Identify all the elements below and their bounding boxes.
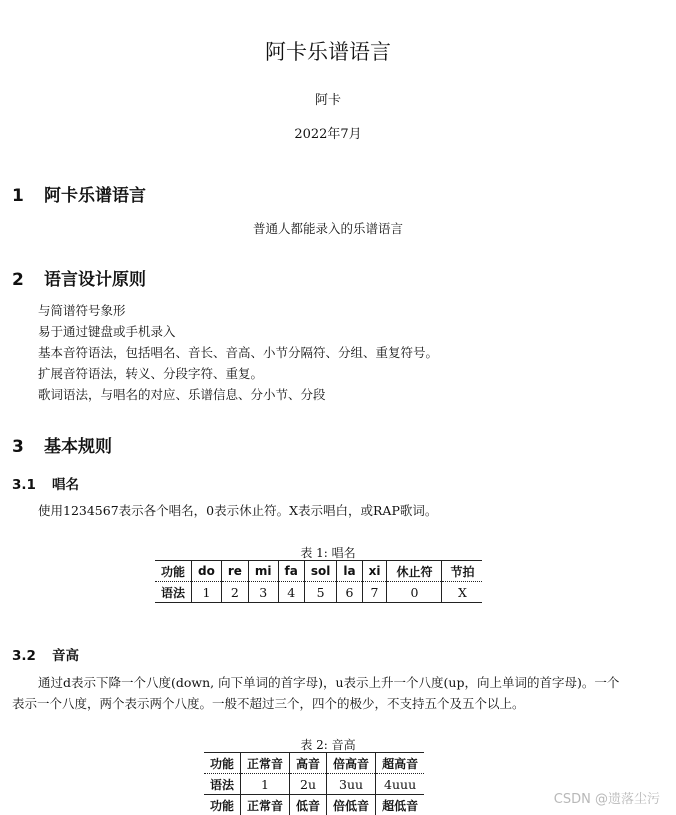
- table-cell: 超高音: [376, 753, 425, 774]
- section-2-heading: [12, 265, 146, 290]
- subsection-title: 音高: [52, 648, 79, 664]
- table-cell: 2: [221, 582, 248, 603]
- table-cell: 7: [362, 582, 387, 603]
- section-number: 1: [12, 186, 24, 206]
- table-cell: 正常音: [241, 795, 290, 815]
- principle-line: 扩展音符语法，转义、分段字符、重复。: [38, 366, 264, 381]
- table-cell: sol: [304, 561, 337, 582]
- table-1-caption: 表 1: 唱名: [300, 546, 356, 560]
- table-cell: 语法: [155, 582, 192, 603]
- watermark: CSDN @遗落尘污: [553, 792, 660, 807]
- table-cell: 2u: [290, 774, 327, 795]
- table-cell: do: [192, 561, 222, 582]
- table-header-row: [155, 561, 482, 582]
- table-cell: 6: [337, 582, 362, 603]
- table-cell: 0: [387, 582, 442, 603]
- table-cell: mi: [248, 561, 278, 582]
- section-number: 3: [12, 437, 24, 457]
- subsection-3-2-heading: [12, 644, 79, 664]
- section-3-heading: [12, 432, 112, 457]
- subsection-3-2-text-line-2: 表示一个八度，两个表示两个八度。一般不超过三个，四个的极少，不支持五个及五个以上。: [12, 696, 525, 711]
- table-cell: 功能: [155, 561, 192, 582]
- table-cell: xi: [362, 561, 387, 582]
- table-cell: 5: [304, 582, 337, 603]
- design-principles-list: [38, 300, 438, 405]
- table-cell: 正常音: [241, 753, 290, 774]
- table-1-solfege: [155, 560, 482, 603]
- table-cell: 4uuu: [376, 774, 425, 795]
- table-cell: 语法: [204, 774, 241, 795]
- section-title: 基本规则: [44, 437, 112, 457]
- table-cell: fa: [278, 561, 304, 582]
- section-title: 阿卡乐谱语言: [44, 186, 146, 206]
- table-cell: 休止符: [387, 561, 442, 582]
- table-header-row: [204, 795, 424, 815]
- table-cell: 低音: [290, 795, 327, 815]
- section-title: 语言设计原则: [44, 270, 146, 290]
- table-cell: 4: [278, 582, 304, 603]
- subsection-number: 3.1: [12, 477, 36, 493]
- table-cell: 超低音: [376, 795, 425, 815]
- table-cell: 1: [241, 774, 290, 795]
- subsection-3-2-text-line-1: 通过d表示下降一个八度(down, 向下单词的首字母)，u表示上升一个八度(up，向上单词的首字母)。一个: [38, 675, 620, 690]
- table-row: [155, 582, 482, 603]
- principle-line: 基本音符语法，包括唱名、音长、音高、小节分隔符、分组、重复符号。: [38, 345, 439, 360]
- table-cell: la: [337, 561, 362, 582]
- document-date: 2022年7月: [294, 127, 362, 142]
- table-cell: 节拍: [442, 561, 483, 582]
- section-number: 2: [12, 270, 24, 290]
- principle-line: 易于通过键盘或手机录入: [38, 324, 176, 339]
- document-author: 阿卡: [314, 93, 341, 108]
- table-cell: 功能: [210, 798, 235, 813]
- table-cell: 1: [192, 582, 222, 603]
- table-cell: 高音: [290, 753, 327, 774]
- section-1-heading: [12, 181, 146, 206]
- document-title: 阿卡乐谱语言: [265, 40, 391, 64]
- subsection-number: 3.2: [12, 648, 36, 664]
- subsection-title: 唱名: [52, 477, 79, 493]
- table-cell: 3uu: [327, 774, 376, 795]
- subsection-3-1-text: 使用1234567表示各个唱名，0表示休止符。X表示唱白，或RAP歌词。: [38, 503, 438, 518]
- principle-line: 歌词语法，与唱名的对应、乐谱信息、分小节、分段: [38, 387, 326, 402]
- principle-line: 与简谱符号象形: [38, 303, 126, 318]
- table-2-caption: 表 2: 音高: [300, 738, 356, 752]
- table-cell: 功能: [204, 753, 241, 774]
- table-cell: re: [221, 561, 248, 582]
- section-1-abstract: 普通人都能录入的乐谱语言: [252, 221, 403, 236]
- table-cell: 倍高音: [327, 753, 376, 774]
- table-2-pitch: [204, 752, 424, 815]
- table-cell: 3: [248, 582, 278, 603]
- subsection-3-1-heading: [12, 473, 79, 493]
- table-cell: X: [442, 582, 483, 603]
- table-row: [204, 774, 424, 795]
- table-cell: 倍低音: [327, 795, 376, 815]
- table-header-row: [204, 753, 424, 774]
